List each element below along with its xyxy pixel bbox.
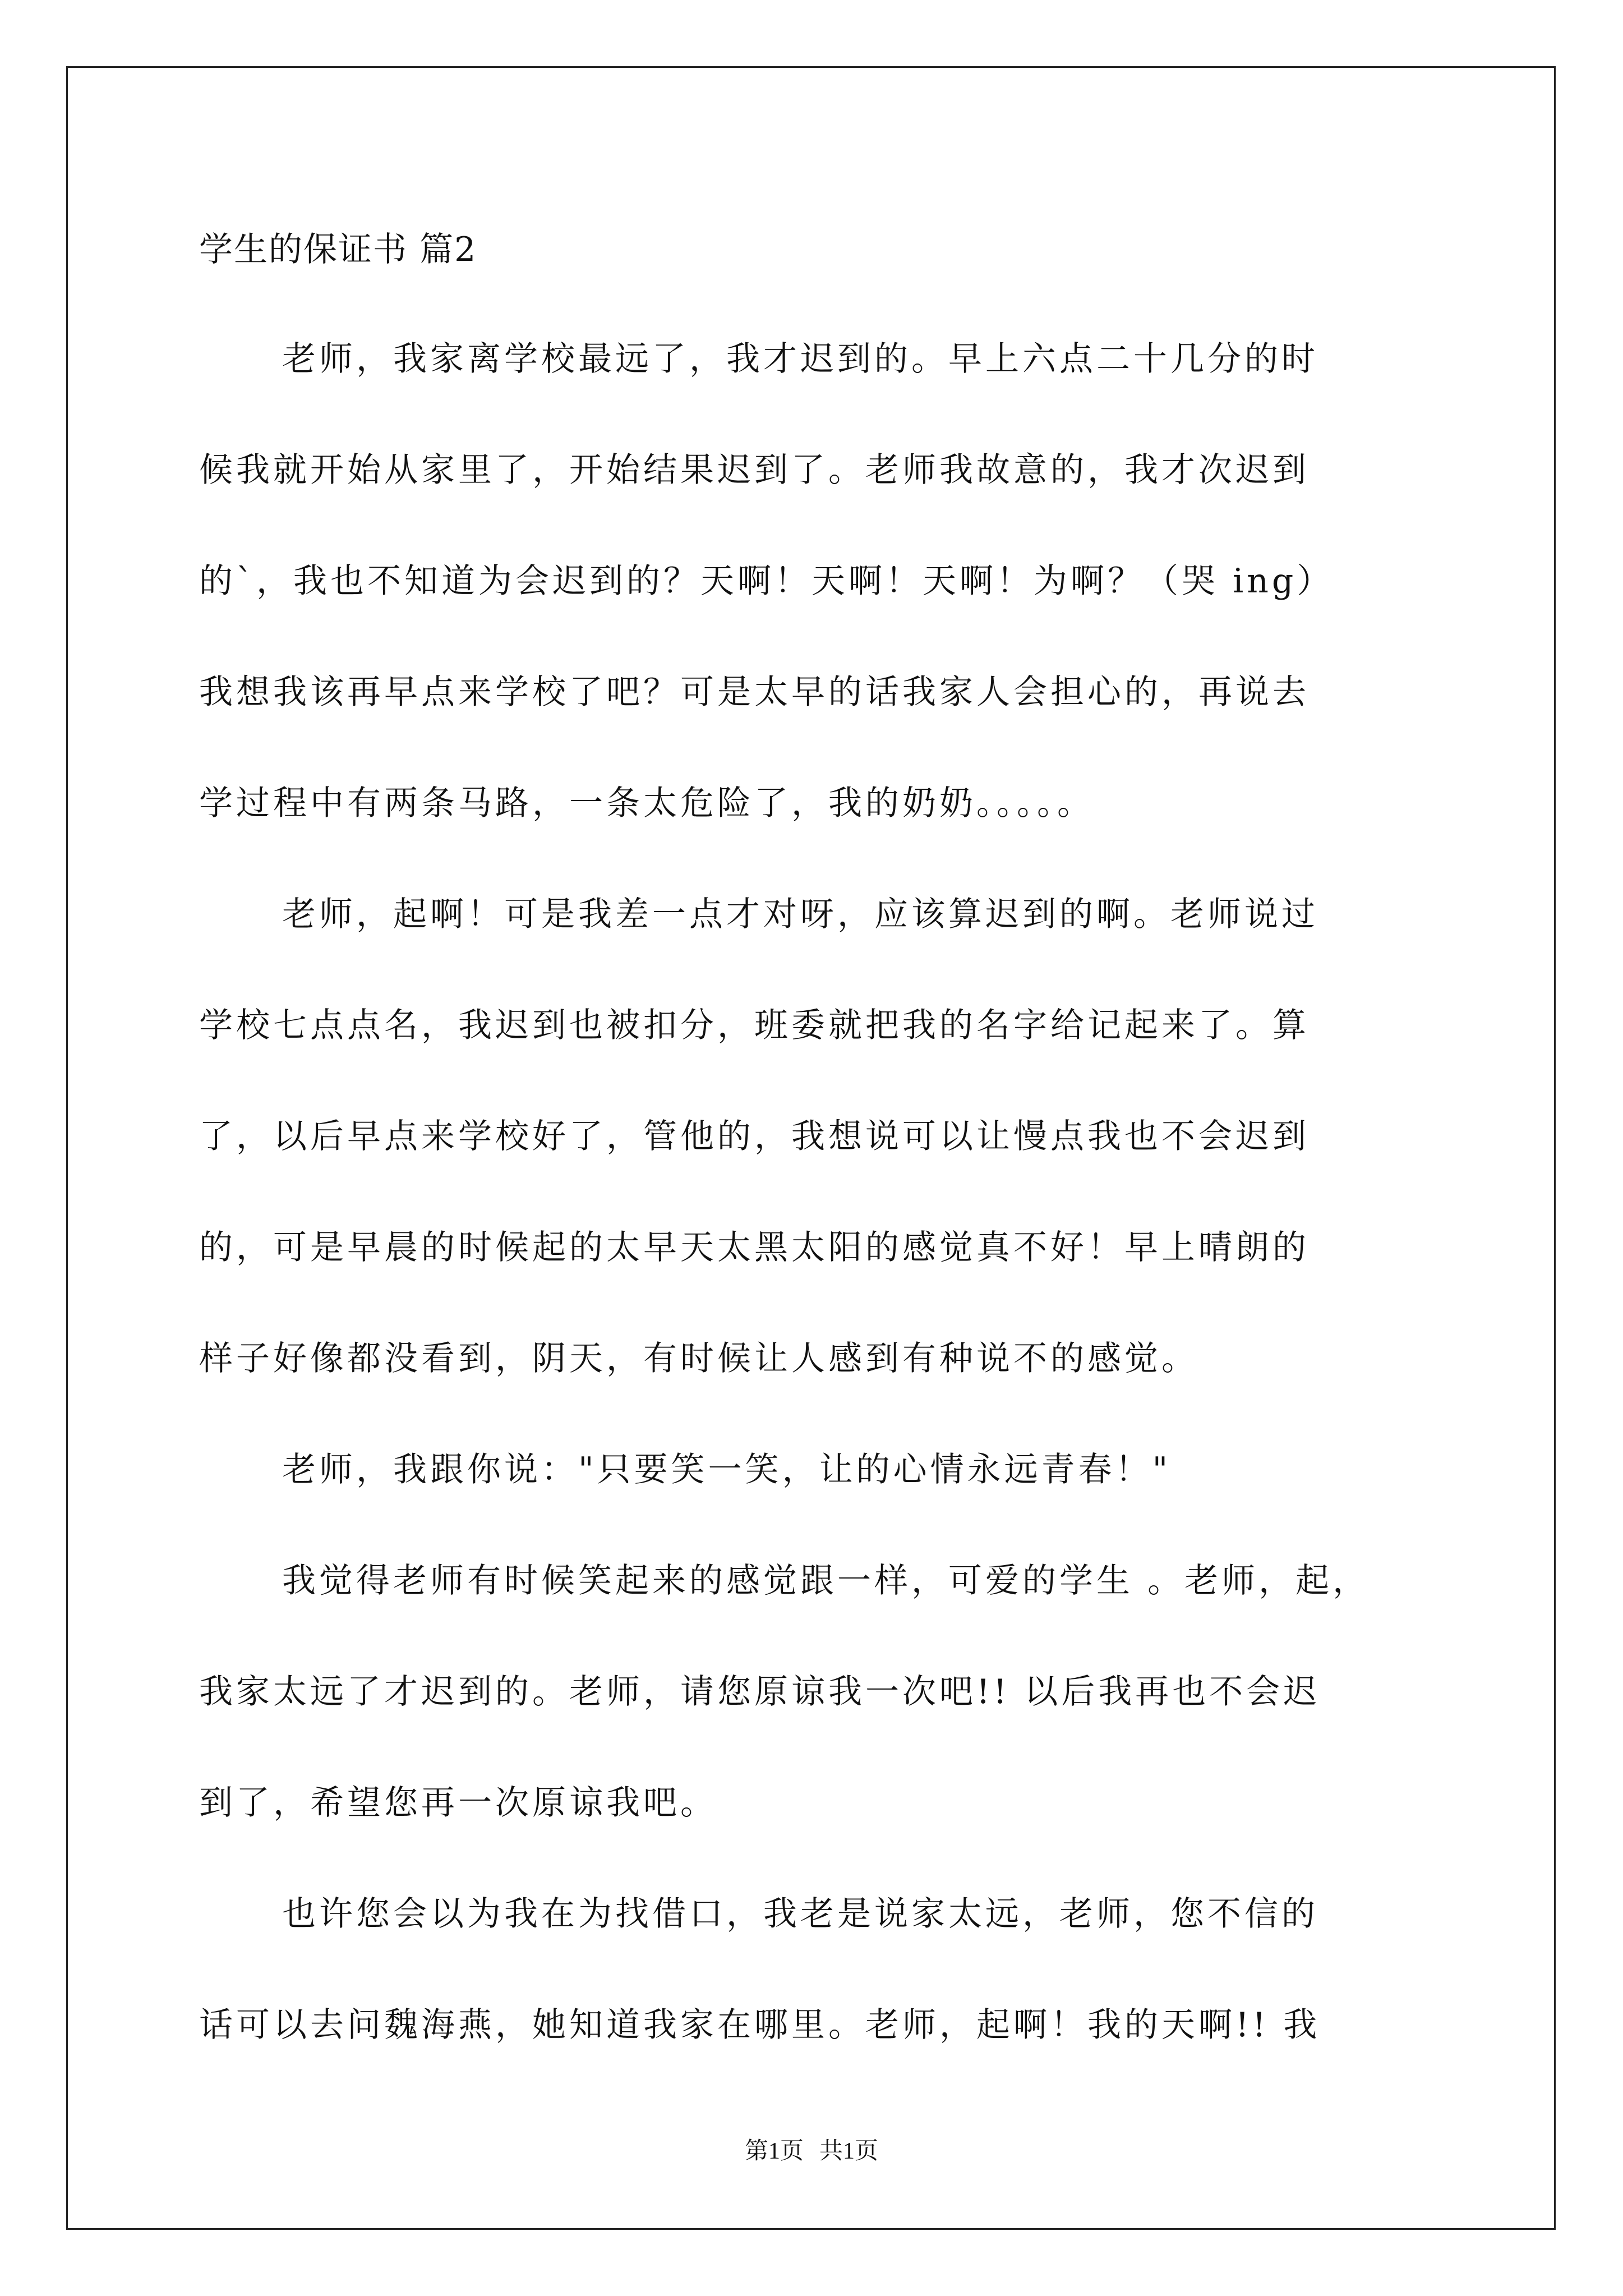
paragraph-line: 我想我该再早点来学校了吧？可是太早的话我家人会担心的，再说去 (199, 673, 1310, 712)
paragraph-line: 到了，希望您再一次原谅我吧。 (199, 1783, 717, 1823)
paragraph-4 (199, 1558, 1433, 1825)
page-footer (0, 2137, 1623, 2165)
paragraph-5 (199, 1892, 1433, 2047)
paragraph-1 (199, 337, 1433, 826)
paragraph-line: 话可以去问魏海燕，她知道我家在哪里。老师，起啊！我的天啊!! 我 (199, 2005, 1321, 2045)
document-heading: 学生的保证书 篇2 (199, 230, 477, 269)
paragraph-line: 也许您会以为我在为找借口，我老是说家太远，老师，您不信的 (282, 1894, 1318, 1934)
paragraph-line: 老师，起啊！可是我差一点才对呀，应该算迟到的啊。老师说过 (282, 895, 1318, 934)
paragraph-line: 学过程中有两条马路，一条太危险了，我的奶奶。。。。。 (199, 784, 1094, 823)
paragraph-line: 的，可是早晨的时候起的太早天太黑太阳的感觉真不好！早上晴朗的 (199, 1228, 1310, 1267)
paragraph-line: 的`，我也不知道为会迟到的？天啊！天啊！天啊！为啊？（哭 ing） (199, 562, 1334, 601)
paragraph-line: 候我就开始从家里了，开始结果迟到了。老师我故意的，我才次迟到 (199, 450, 1310, 490)
page-number-current: 第1页 (744, 2138, 804, 2164)
paragraph-line: 学校七点点名，我迟到也被扣分，班委就把我的名字给记起来了。算 (199, 1006, 1310, 1045)
paragraph-2 (199, 892, 1433, 1381)
document-body (199, 227, 1433, 2047)
paragraph-line: 了，以后早点来学校好了，管他的，我想说可以让慢点我也不会迟到 (199, 1117, 1310, 1156)
paragraph-line: 我觉得老师有时候笑起来的感觉跟一样，可爱的学生 。老师，起， (282, 1561, 1370, 1600)
paragraph-line: 老师，我跟你说："只要笑一笑，让的心情永远青春！" (282, 1450, 1172, 1489)
paragraph-line: 我家太远了才迟到的。老师，请您原谅我一次吧!! 以后我再也不会迟 (199, 1672, 1321, 1711)
paragraph-line: 样子好像都没看到，阴天，有时候让人感到有种说不的感觉。 (199, 1339, 1198, 1378)
paragraph-3 (199, 1447, 1433, 1492)
paragraph-line: 老师，我家离学校最远了，我才迟到的。早上六点二十几分的时 (282, 339, 1318, 379)
page-number-total: 共1页 (819, 2138, 879, 2164)
